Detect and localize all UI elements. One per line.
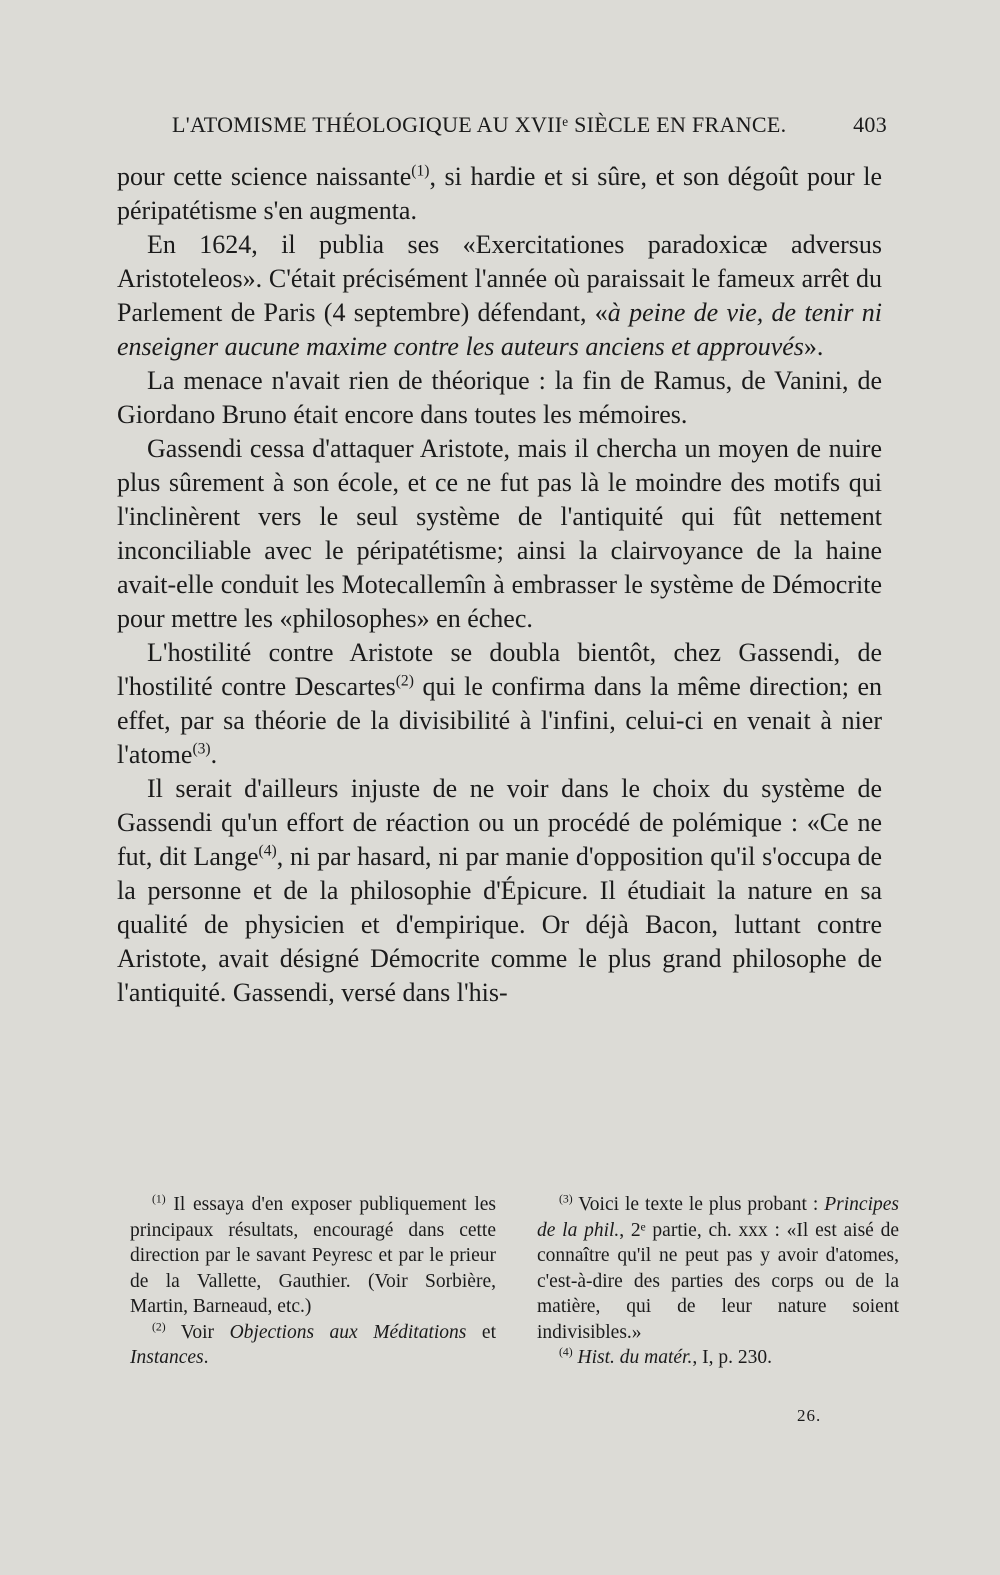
footnote-ref-4[interactable]: (4) xyxy=(258,842,277,860)
running-title: L'ATOMISME THÉOLOGIQUE AU XVIIᵉ SIÈCLE EN FRANCE. xyxy=(172,112,787,137)
paragraph-1: pour cette science naissante$^{(1)}$, si hardie et si sûre, et son dégoût pour le péripatétisme s'en augmenta. xyxy=(117,162,883,225)
paragraph-4: Gassendi cessa d'attaquer Aristote, mais il chercha un moyen de nuire plus sûrement à son école, et ce ne fut pas là le moindre des motifs qui l'inclinèrent vers le seul système de l'antiquité qui fût nettement inconciliable avec le péripatétisme; ainsi la clairvoyance de la haine avait-elle conduit les Motecallemîn à embrasser le système de Démocrite pour mettre les «philosophes» en échec. xyxy=(117,434,882,633)
paragraph-2: En 1624, il publia ses «Exercitationes paradoxicæ adversus Aristoteleos». C'était précisément l'année où paraissait le fameux arrêt du Parlement de Paris (4 septembre) défendant, «à peine de vie, de tenir ni enseigner aucune maxime contre les auteurs anciens et approuvés». xyxy=(117,230,882,361)
footnote-3: $^{(3)}$ Voici le texte le plus probant : Principes de la phil., 2ᵉ partie, ch. xxx : «Il est aisé de connaître qu'il ne peut pas y avoir d'atomes, c'est-à-dire des parties des corps ou de la matière, qui de leur nature soient indivisibles.» xyxy=(537,1192,899,1343)
footnote-ref-1[interactable]: (1) xyxy=(411,162,430,180)
main-text xyxy=(117,160,882,1010)
footnote-ref-3[interactable]: (3) xyxy=(192,740,211,758)
signature-mark: 26. xyxy=(797,1406,822,1425)
page-number: 403 xyxy=(853,112,887,137)
footnotes-left-column xyxy=(130,1192,496,1371)
footnote-2: $^{(2)}$ Voir Objections aux Méditations et Instances. xyxy=(130,1320,496,1368)
paragraph-3: La menace n'avait rien de théorique : la fin de Ramus, de Vanini, de Giordano Bruno était encore dans toutes les mémoires. xyxy=(117,366,882,429)
footnote-4: $^{(4)}$ Hist. du matér., I, p. 230. xyxy=(559,1345,772,1368)
footnote-ref-2[interactable]: (2) xyxy=(395,672,414,690)
footnote-1: $^{(1)}$ Il essaya d'en exposer publiquement les principaux résultats, encouragé dans cette direction par le savant Peyresc et par le prieur de la Vallette, Gauthier. (Voir Sorbière, Martin, Barneaud, etc.) xyxy=(130,1192,496,1317)
paragraph-6: Il serait d'ailleurs injuste de ne voir dans le choix du système de Gassendi qu'un effort de réaction ou un procédé de polémique : «Ce ne fut, dit Lange$^{(4)}$, ni par hasard, ni par manie d'opposition qu'il s'occupa de la personne et de la philosophie d'Épicure. Il étudiait la nature en sa qualité de physicien et d'empirique. Or déjà Bacon, luttant contre Aristote, avait désigné Démocrite comme le plus grand philosophe de l'antiquité. Gassendi, versé dans l'his- xyxy=(117,774,882,1007)
footnotes-right-column xyxy=(537,1192,899,1371)
paragraph-5: L'hostilité contre Aristote se doubla bientôt, chez Gassendi, de l'hostilité contre Descartes$^{(2)}$ qui le confirma dans la même direction; en effet, par sa théorie de la divisibilité à l'infini, celui-ci en venait à nier l'atome$^{(3)}$. xyxy=(117,638,882,769)
